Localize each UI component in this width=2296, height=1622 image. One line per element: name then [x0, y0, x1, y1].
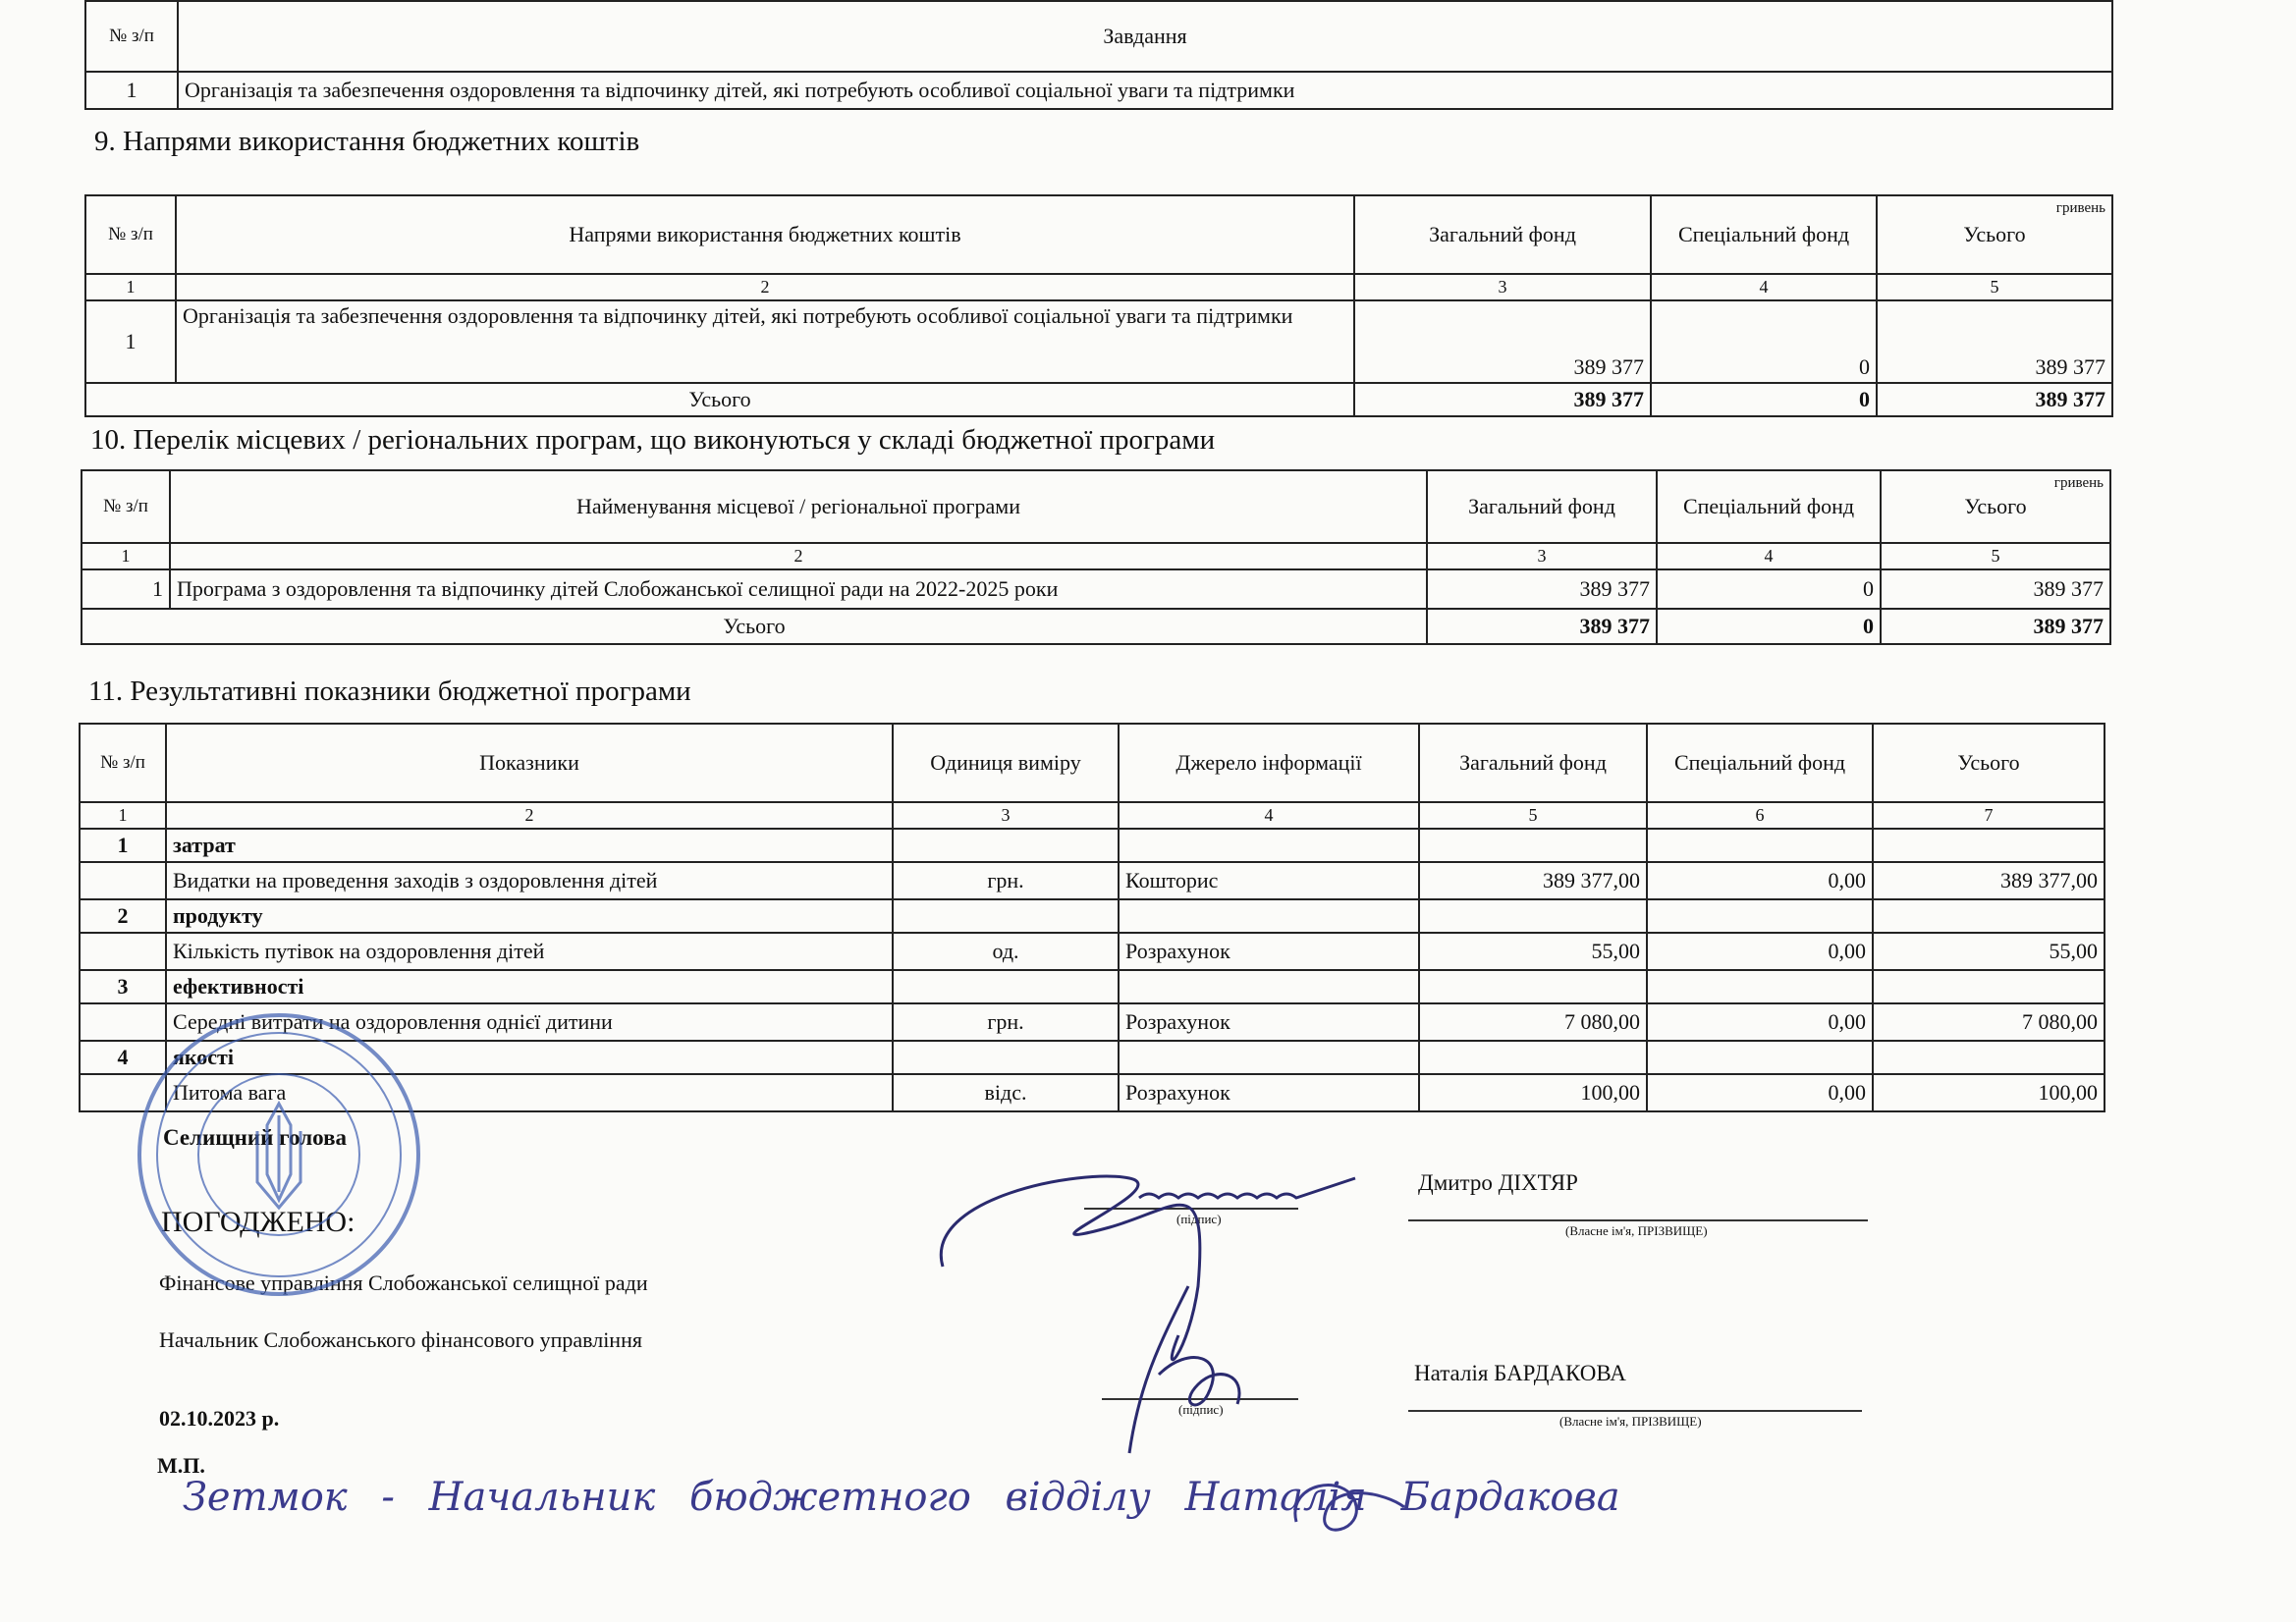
s10-h-gen: Загальний фонд	[1427, 470, 1657, 543]
s11-n1: 1	[80, 802, 166, 829]
directions-table	[84, 194, 2113, 417]
s9-n1: 1	[85, 274, 176, 300]
s9-h-name: Напрями використання бюджетних коштів	[176, 195, 1354, 274]
s10-unit: гривень	[2053, 475, 2104, 491]
programs-table	[81, 469, 2111, 645]
indicator-name: Питома вага	[166, 1074, 893, 1111]
s10-n2: 2	[170, 543, 1427, 569]
table-row	[80, 899, 2105, 933]
s9-sum-label: Усього	[85, 383, 1354, 416]
indicator-spec: 0,00	[1647, 933, 1873, 970]
head-name-line	[1408, 1219, 1868, 1221]
s10-n5: 5	[1881, 543, 2110, 569]
s9-n4: 4	[1651, 274, 1877, 300]
s11-h-ind: Показники	[166, 724, 893, 802]
tasks-table	[84, 0, 2113, 110]
s9-row-num: 1	[85, 300, 176, 383]
indicator-total: 55,00	[1873, 933, 2105, 970]
signature-note-icon	[1277, 1463, 1414, 1551]
table-row	[80, 829, 2105, 862]
signature-fin-icon	[1100, 1267, 1316, 1463]
table-row	[80, 933, 2105, 970]
s9-row-gen: 389 377	[1354, 300, 1651, 383]
s10-n3: 3	[1427, 543, 1657, 569]
head-sign-caption: (підпис)	[1176, 1212, 1222, 1226]
group-name: якості	[166, 1041, 893, 1074]
s10-sum-label: Усього	[82, 609, 1427, 644]
tasks-row-text: Організація та забезпечення оздоровлення та відпочинку дітей, які потребують особливої соціальної уваги та підтримки	[178, 72, 2112, 109]
group-num: 2	[80, 899, 166, 933]
s11-n6: 6	[1647, 802, 1873, 829]
s10-h-total	[1881, 470, 2110, 543]
s10-h-num: № з/п	[82, 470, 170, 543]
s11-h-src: Джерело інформації	[1119, 724, 1419, 802]
s11-h-spec: Спеціальний фонд	[1647, 724, 1873, 802]
tasks-row-num: 1	[85, 72, 178, 109]
indicator-source: Розрахунок	[1119, 933, 1419, 970]
s11-h-num: № з/п	[80, 724, 166, 802]
s11-n4: 4	[1119, 802, 1419, 829]
indicator-spec: 0,00	[1647, 862, 1873, 899]
s11-n5: 5	[1419, 802, 1647, 829]
s9-h-num: № з/п	[85, 195, 176, 274]
agreed-label: ПОГОДЖЕНО:	[161, 1206, 355, 1238]
indicator-gen: 7 080,00	[1419, 1003, 1647, 1041]
s10-row-spec: 0	[1657, 569, 1881, 609]
fin-head: Начальник Слобожанського фінансового управління	[159, 1327, 642, 1352]
head-name-caption: (Власне ім'я, ПРІЗВИЩЕ)	[1565, 1223, 1708, 1238]
s9-n2: 2	[176, 274, 1354, 300]
fin-sign-caption: (підпис)	[1178, 1402, 1224, 1417]
s10-row-num: 1	[82, 569, 170, 609]
s9-sum-total: 389 377	[1877, 383, 2112, 416]
indicator-unit: грн.	[893, 1003, 1119, 1041]
s10-n1: 1	[82, 543, 170, 569]
group-name: ефективності	[166, 970, 893, 1003]
date: 02.10.2023 р.	[159, 1406, 280, 1431]
indicator-gen: 55,00	[1419, 933, 1647, 970]
indicator-spec: 0,00	[1647, 1074, 1873, 1111]
s11-n7: 7	[1873, 802, 2105, 829]
group-num: 4	[80, 1041, 166, 1074]
s9-h-total-label: Усього	[1963, 222, 2026, 247]
indicator-gen: 389 377,00	[1419, 862, 1647, 899]
s10-sum-total: 389 377	[1881, 609, 2110, 644]
s9-sum-spec: 0	[1651, 383, 1877, 416]
s10-row-gen: 389 377	[1427, 569, 1657, 609]
indicator-unit: відс.	[893, 1074, 1119, 1111]
s9-h-spec: Спеціальний фонд	[1651, 195, 1877, 274]
s9-h-gen: Загальний фонд	[1354, 195, 1651, 274]
indicator-spec: 0,00	[1647, 1003, 1873, 1041]
s9-n3: 3	[1354, 274, 1651, 300]
fin-name: Наталія БАРДАКОВА	[1414, 1361, 1626, 1385]
head-title: Селищний голова	[163, 1125, 347, 1150]
table-row	[80, 862, 2105, 899]
s9-row-spec: 0	[1651, 300, 1877, 383]
indicator-total: 7 080,00	[1873, 1003, 2105, 1041]
s10-row-total: 389 377	[1881, 569, 2110, 609]
indicator-source: Кошторис	[1119, 862, 1419, 899]
indicator-gen: 100,00	[1419, 1074, 1647, 1111]
s9-unit: гривень	[2055, 200, 2105, 216]
fin-name-line	[1408, 1410, 1862, 1412]
s11-n3: 3	[893, 802, 1119, 829]
indicator-name: Видатки на проведення заходів з оздоровлення дітей	[166, 862, 893, 899]
s10-h-total-label: Усього	[1964, 494, 2027, 519]
s10-row-name: Програма з оздоровлення та відпочинку дітей Слобожанської селищної ради на 2022-2025 роки	[170, 569, 1427, 609]
s9-row-total: 389 377	[1877, 300, 2112, 383]
indicator-unit: од.	[893, 933, 1119, 970]
group-num: 1	[80, 829, 166, 862]
s10-h-name: Найменування місцевої / регіональної програми	[170, 470, 1427, 543]
indicator-total: 100,00	[1873, 1074, 2105, 1111]
fin-name-caption: (Власне ім'я, ПРІЗВИЩЕ)	[1559, 1414, 1702, 1429]
s11-n2: 2	[166, 802, 893, 829]
s11-h-unit: Одиниця виміру	[893, 724, 1119, 802]
s9-sum-gen: 389 377	[1354, 383, 1651, 416]
seal-icon	[132, 1007, 426, 1302]
fin-dept: Фінансове управління Слобожанської селищної ради	[159, 1271, 648, 1295]
section-10-title: 10. Перелік місцевих / регіональних програм, що виконуються у складі бюджетної програми	[90, 424, 1216, 456]
handwritten-note: Зетмок - Начальник бюджетного відділу Наталія Бардакова	[183, 1475, 1620, 1520]
s10-sum-gen: 389 377	[1427, 609, 1657, 644]
group-num: 3	[80, 970, 166, 1003]
s11-h-gen: Загальний фонд	[1419, 724, 1647, 802]
s10-h-spec: Спеціальний фонд	[1657, 470, 1881, 543]
group-name: продукту	[166, 899, 893, 933]
s9-n5: 5	[1877, 274, 2112, 300]
section-11-title: 11. Результативні показники бюджетної програми	[88, 676, 691, 707]
mp-label: М.П.	[157, 1453, 205, 1478]
head-name: Дмитро ДІХТЯР	[1418, 1170, 1578, 1195]
tasks-header-task: Завдання	[178, 1, 2112, 72]
indicator-source: Розрахунок	[1119, 1074, 1419, 1111]
tasks-header-num: № з/п	[85, 1, 178, 72]
group-name: затрат	[166, 829, 893, 862]
s10-sum-spec: 0	[1657, 609, 1881, 644]
indicator-unit: грн.	[893, 862, 1119, 899]
s11-h-total: Усього	[1873, 724, 2105, 802]
s10-n4: 4	[1657, 543, 1881, 569]
s9-h-total	[1877, 195, 2112, 274]
indicator-name: Кількість путівок на оздоровлення дітей	[166, 933, 893, 970]
table-row	[80, 970, 2105, 1003]
section-9-title: 9. Напрями використання бюджетних коштів	[94, 126, 640, 157]
indicator-name: Середні витрати на оздоровлення однієї дитини	[166, 1003, 893, 1041]
indicator-total: 389 377,00	[1873, 862, 2105, 899]
indicator-source: Розрахунок	[1119, 1003, 1419, 1041]
s9-row-name: Організація та забезпечення оздоровлення та відпочинку дітей, які потребують особливої соціальної уваги та підтримки	[176, 300, 1354, 383]
